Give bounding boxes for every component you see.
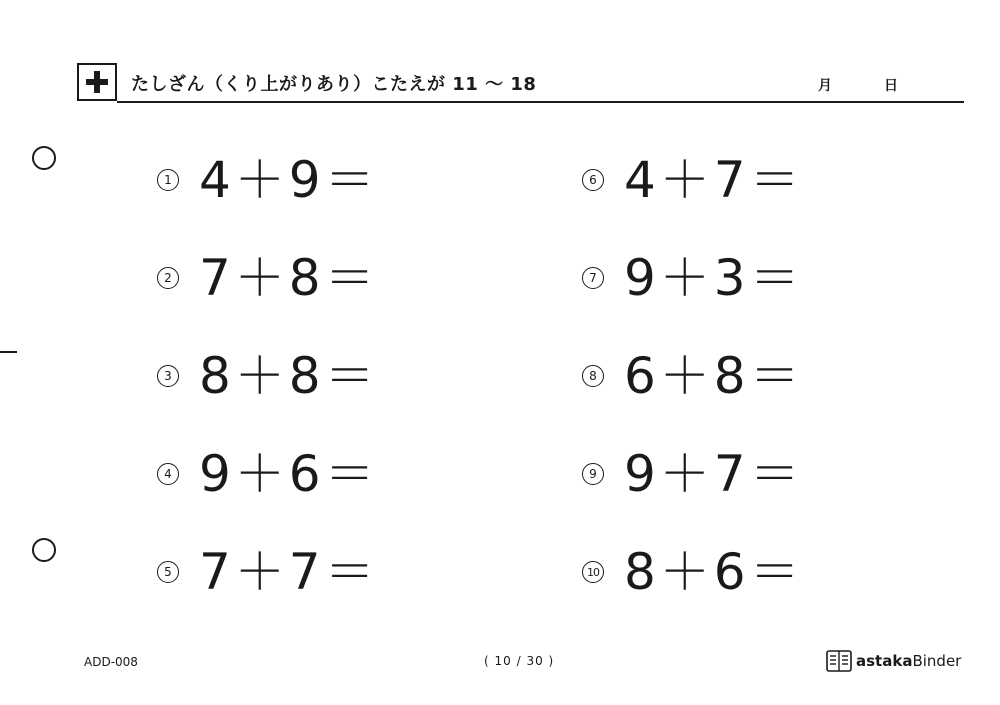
problem-number: 4 <box>157 463 179 485</box>
header-divider <box>117 101 964 103</box>
problem-expression: 4＋7＝ <box>624 151 804 209</box>
binder-hole-bottom <box>32 538 56 562</box>
problem-number: 8 <box>582 365 604 387</box>
problem-number: 9 <box>582 463 604 485</box>
problem-expression: 8＋6＝ <box>624 543 804 601</box>
problem-2 <box>157 248 379 308</box>
binder-hole-top <box>32 146 56 170</box>
problem-expression: 4＋9＝ <box>199 151 379 209</box>
problem-7 <box>582 248 804 308</box>
problem-3 <box>157 346 379 406</box>
problem-1 <box>157 150 379 210</box>
plus-icon <box>85 70 109 94</box>
problem-9 <box>582 444 804 504</box>
problem-6 <box>582 150 804 210</box>
center-mark <box>0 351 17 353</box>
problem-expression: 9＋3＝ <box>624 249 804 307</box>
brand-logo <box>826 650 961 672</box>
brand-name-primary: astaka <box>856 652 913 670</box>
plus-icon-box <box>77 63 117 101</box>
problem-number: 6 <box>582 169 604 191</box>
problem-number: 2 <box>157 267 179 289</box>
problem-number: 7 <box>582 267 604 289</box>
worksheet-code: ADD-008 <box>84 655 138 669</box>
problem-number: 5 <box>157 561 179 583</box>
problem-10 <box>582 542 804 602</box>
month-label: 月 <box>818 78 832 94</box>
problem-expression: 8＋8＝ <box>199 347 379 405</box>
problem-expression: 7＋7＝ <box>199 543 379 601</box>
problem-number: 1 <box>157 169 179 191</box>
problem-4 <box>157 444 379 504</box>
problem-number: 3 <box>157 365 179 387</box>
problem-5 <box>157 542 379 602</box>
problem-expression: 7＋8＝ <box>199 249 379 307</box>
day-label: 日 <box>884 78 898 94</box>
problem-expression: 9＋6＝ <box>199 445 379 503</box>
brand-name-secondary: Binder <box>912 652 962 670</box>
worksheet-title: たしざん（くり上がりあり）こたえが 11 〜 18 <box>131 74 537 95</box>
page-indicator: ( 10 / 30 ) <box>484 654 555 668</box>
problem-expression: 9＋7＝ <box>624 445 804 503</box>
problem-8 <box>582 346 804 406</box>
problem-number: 10 <box>582 561 604 583</box>
problem-expression: 6＋8＝ <box>624 347 804 405</box>
binder-icon <box>826 650 852 672</box>
